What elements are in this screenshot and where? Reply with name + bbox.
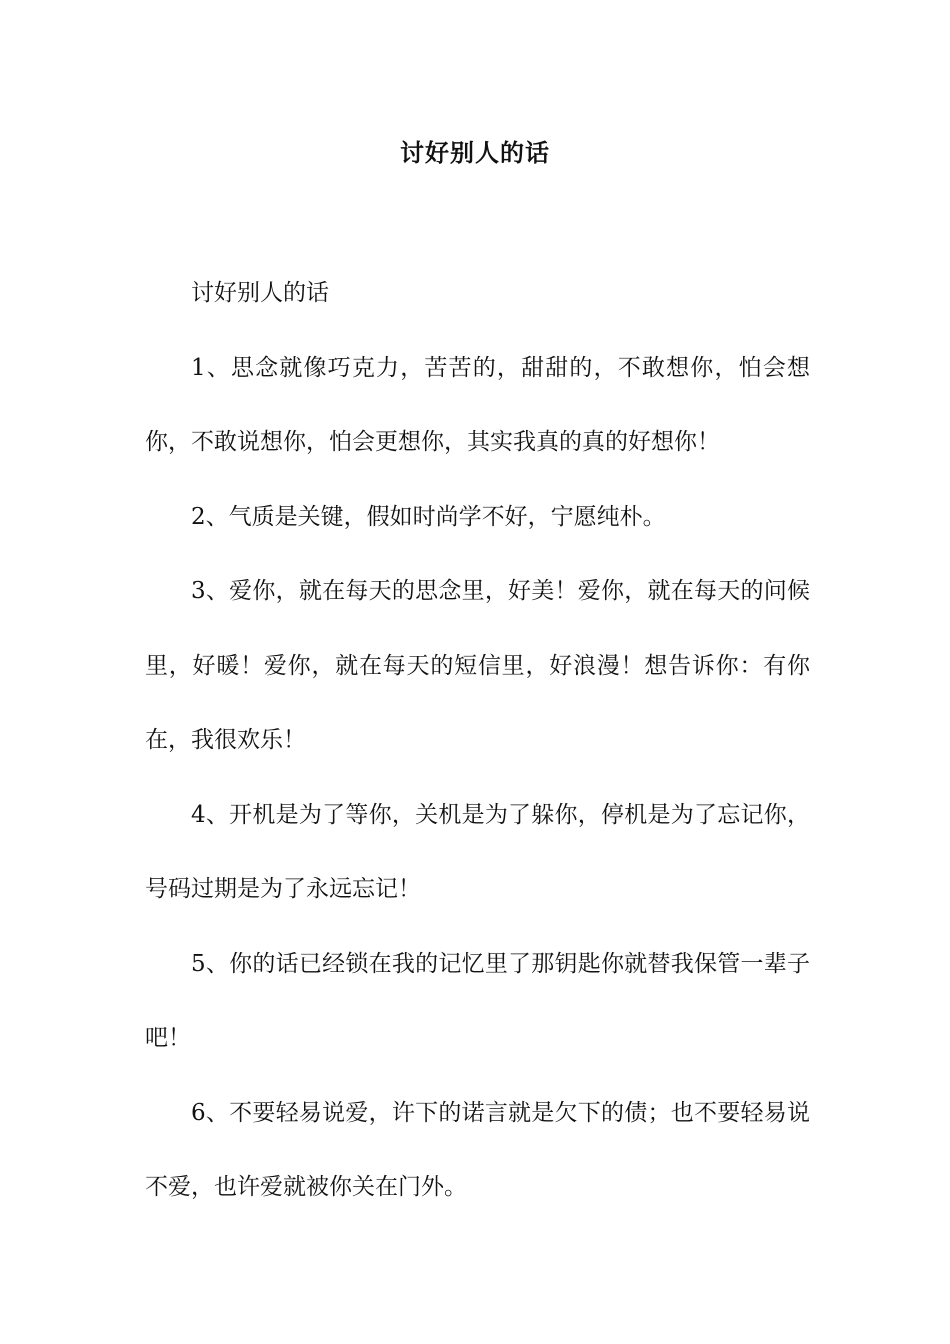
document-body bbox=[145, 256, 810, 1225]
paragraph-1: 1、思念就像巧克力，苦苦的，甜甜的，不敢想你，怕会想你，不敢说想你，怕会更想你，其实我真的真的好想你！ bbox=[145, 354, 810, 455]
paragraph-4: 4、开机是为了等你，关机是为了躲你，停机是为了忘记你，号码过期是为了永远忘记！ bbox=[145, 801, 810, 902]
document-title: 讨好别人的话 bbox=[400, 138, 550, 167]
paragraph-5: 5、你的话已经锁在我的记忆里了那钥匙你就替我保管一辈子吧！ bbox=[145, 950, 810, 1051]
paragraph-2: 2、气质是关键，假如时尚学不好，宁愿纯朴。 bbox=[191, 503, 666, 530]
paragraph-3: 3、爱你，就在每天的思念里，好美！爱你，就在每天的问候里，好暖！爱你，就在每天的短信里，好浪漫！想告诉你：有你在，我很欢乐！ bbox=[145, 578, 810, 753]
paragraph-heading: 讨好别人的话 bbox=[191, 280, 329, 306]
paragraph-6: 6、不要轻易说爱，许下的诺言就是欠下的债；也不要轻易说不爱，也许爱就被你关在门外。 bbox=[145, 1099, 810, 1200]
